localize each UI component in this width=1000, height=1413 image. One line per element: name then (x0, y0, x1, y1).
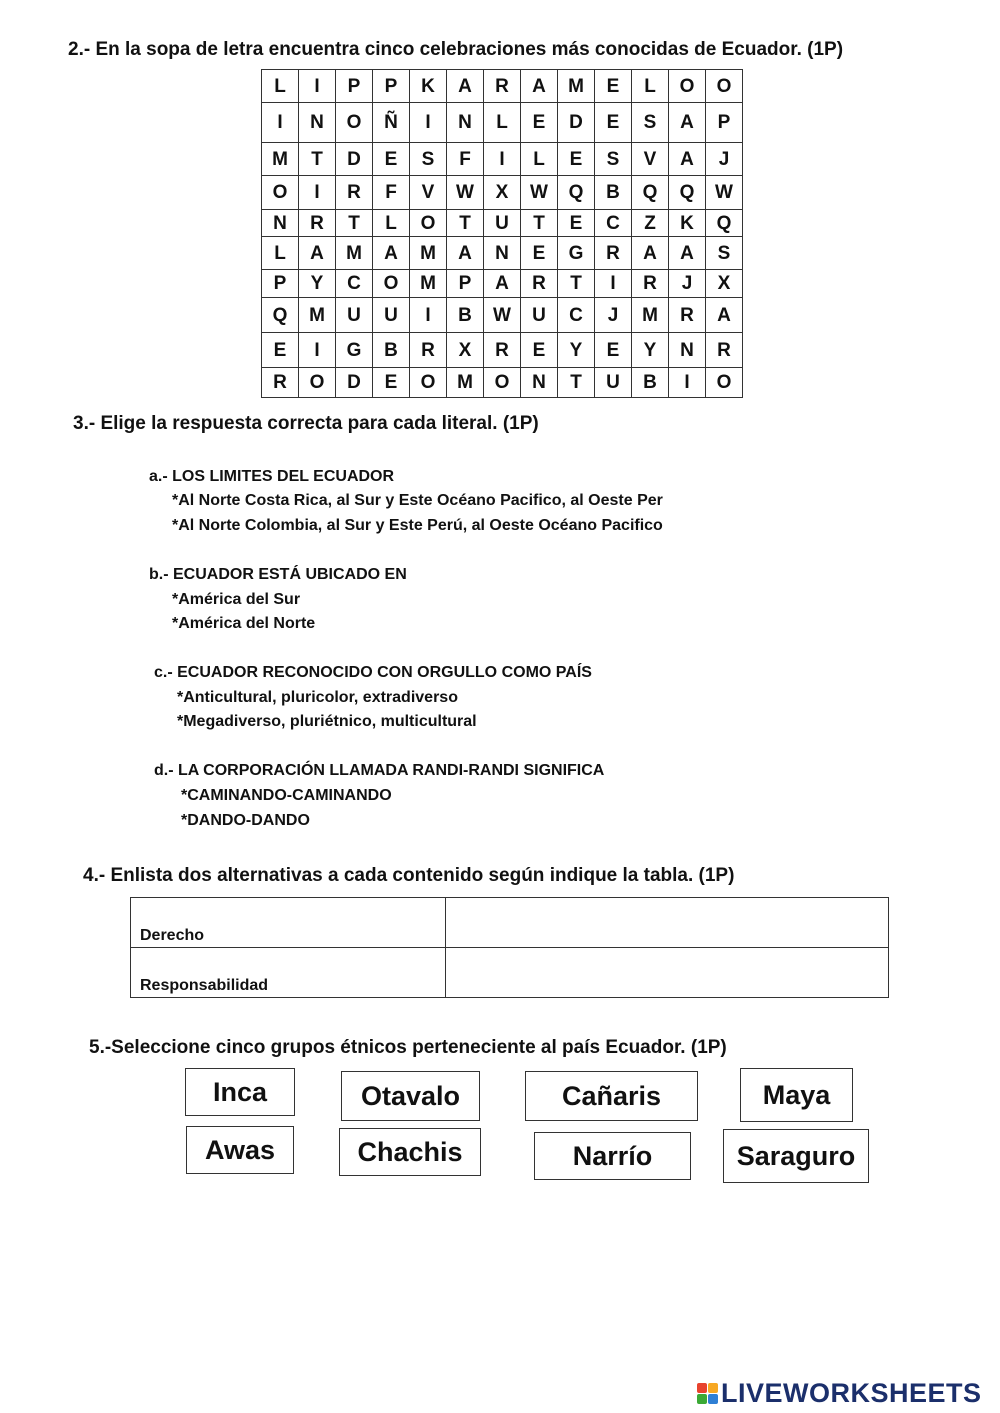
section-2-title: 2.- En la sopa de letra encuentra cinco celebraciones más conocidas de Ecuador. (1P) (68, 39, 844, 60)
word-search-cell[interactable]: P (336, 70, 373, 103)
word-search-row (262, 210, 743, 237)
word-search-cell[interactable]: S (595, 143, 632, 176)
word-search-cell[interactable]: J (595, 298, 632, 333)
word-search-cell[interactable]: Q (632, 176, 669, 210)
word-search-cell[interactable]: D (558, 103, 595, 143)
word-search-row (262, 298, 743, 333)
word-search-cell[interactable]: O (669, 70, 706, 103)
word-search-row (262, 103, 743, 143)
word-search-cell[interactable]: I (410, 103, 447, 143)
word-search-row (262, 176, 743, 210)
word-search-cell[interactable]: A (521, 70, 558, 103)
word-search-cell[interactable]: X (447, 333, 484, 368)
word-search-cell[interactable]: J (706, 143, 743, 176)
word-search-cell[interactable]: U (484, 210, 521, 237)
word-search-cell[interactable]: W (521, 176, 558, 210)
word-search-cell[interactable]: I (262, 103, 299, 143)
word-search-cell[interactable]: N (669, 333, 706, 368)
word-search-cell[interactable]: N (299, 103, 336, 143)
word-search-cell[interactable]: D (336, 143, 373, 176)
word-search-row (262, 237, 743, 270)
word-search-cell[interactable]: Y (558, 333, 595, 368)
word-search-cell[interactable]: P (262, 270, 299, 298)
question-a-text: a.- LOS LIMITES DEL ECUADOR (149, 468, 395, 485)
word-search-cell[interactable]: B (595, 176, 632, 210)
word-search-cell[interactable]: B (373, 333, 410, 368)
word-search-cell[interactable]: W (447, 176, 484, 210)
word-search-cell[interactable]: R (299, 210, 336, 237)
word-search-row (262, 70, 743, 103)
liveworksheets-logo-icon (697, 1383, 718, 1404)
word-search-cell[interactable]: E (262, 333, 299, 368)
question-c-text: c.- ECUADOR RECONOCIDO CON ORGULLO COMO PAÍS (154, 664, 592, 681)
word-search-row (262, 333, 743, 368)
word-search-cell[interactable]: S (632, 103, 669, 143)
word-search-row (262, 270, 743, 298)
word-search-cell[interactable]: E (558, 143, 595, 176)
question-b-option-1[interactable]: *América del Sur (172, 591, 301, 608)
word-search-cell[interactable]: S (410, 143, 447, 176)
word-search-cell[interactable]: G (336, 333, 373, 368)
question-a-option-2[interactable]: *Al Norte Colombia, al Sur y Este Perú, al Oeste Océano Pacifico (172, 517, 663, 534)
word-search-cell[interactable]: A (299, 237, 336, 270)
table-row (131, 898, 889, 948)
word-search-cell[interactable]: T (558, 270, 595, 298)
word-search-cell[interactable]: A (447, 237, 484, 270)
word-search-cell[interactable]: F (373, 176, 410, 210)
word-search-row (262, 143, 743, 176)
word-search-cell[interactable]: L (373, 210, 410, 237)
word-search-cell[interactable]: O (410, 368, 447, 398)
word-search-cell[interactable]: E (521, 103, 558, 143)
word-search-cell[interactable]: V (632, 143, 669, 176)
word-search-cell[interactable]: Q (262, 298, 299, 333)
word-search-cell[interactable]: E (373, 368, 410, 398)
word-search-cell[interactable]: T (521, 210, 558, 237)
word-search-cell[interactable]: L (484, 103, 521, 143)
word-search-cell[interactable]: A (484, 270, 521, 298)
word-search-cell[interactable]: R (336, 176, 373, 210)
word-search-cell[interactable]: M (299, 298, 336, 333)
word-search-cell[interactable]: I (484, 143, 521, 176)
answer-field-derecho[interactable] (446, 898, 889, 948)
word-search-cell[interactable]: N (484, 237, 521, 270)
ethnic-option-narrio[interactable]: Narrío (534, 1132, 691, 1180)
word-search-cell[interactable]: A (706, 298, 743, 333)
word-search-cell[interactable]: O (706, 70, 743, 103)
section-5-title: 5.-Seleccione cinco grupos étnicos perteneciente al país Ecuador. (1P) (89, 1037, 727, 1058)
ethnic-option-chachis[interactable]: Chachis (339, 1128, 481, 1176)
question-d-option-2[interactable]: *DANDO-DANDO (181, 812, 310, 829)
word-search-cell[interactable]: Y (632, 333, 669, 368)
word-search-cell[interactable]: O (373, 270, 410, 298)
word-search-cell[interactable]: E (595, 70, 632, 103)
word-search-grid[interactable] (261, 69, 743, 398)
word-search-cell[interactable]: L (521, 143, 558, 176)
word-search-cell[interactable]: R (669, 298, 706, 333)
liveworksheets-logo[interactable] (697, 1377, 982, 1409)
word-search-cell[interactable]: L (262, 70, 299, 103)
question-c-option-1[interactable]: *Anticultural, pluricolor, extradiverso (177, 689, 458, 706)
word-search-cell[interactable]: I (669, 368, 706, 398)
word-search-cell[interactable]: P (447, 270, 484, 298)
ethnic-option-otavalo[interactable]: Otavalo (341, 1071, 480, 1121)
word-search-cell[interactable]: X (484, 176, 521, 210)
word-search-cell[interactable]: E (521, 333, 558, 368)
word-search-cell[interactable]: T (336, 210, 373, 237)
word-search-cell[interactable]: M (410, 270, 447, 298)
word-search-cell[interactable]: R (410, 333, 447, 368)
word-search-cell[interactable]: T (558, 368, 595, 398)
word-search-cell[interactable]: C (595, 210, 632, 237)
ethnic-option-inca[interactable]: Inca (185, 1068, 295, 1116)
row-label-responsabilidad: Responsabilidad (131, 948, 446, 998)
word-search-cell[interactable]: G (558, 237, 595, 270)
rights-responsibilities-table (130, 897, 889, 998)
logo-text: LIVEWORKSHEETS (721, 1377, 982, 1408)
word-search-cell[interactable]: L (262, 237, 299, 270)
word-search-cell[interactable]: N (262, 210, 299, 237)
word-search-cell[interactable]: P (373, 70, 410, 103)
word-search-cell[interactable]: I (299, 176, 336, 210)
word-search-cell[interactable]: Q (558, 176, 595, 210)
word-search-cell[interactable]: Ñ (373, 103, 410, 143)
word-search-cell[interactable]: Z (632, 210, 669, 237)
word-search-cell[interactable]: U (595, 368, 632, 398)
question-d-option-1[interactable]: *CAMINANDO-CAMINANDO (181, 787, 392, 804)
word-search-cell[interactable]: E (558, 210, 595, 237)
word-search-cell[interactable]: R (632, 270, 669, 298)
row-label-derecho: Derecho (131, 898, 446, 948)
word-search-cell[interactable]: T (447, 210, 484, 237)
word-search-cell[interactable]: B (447, 298, 484, 333)
word-search-cell[interactable]: D (336, 368, 373, 398)
word-search-cell[interactable]: I (595, 270, 632, 298)
word-search-cell[interactable]: T (299, 143, 336, 176)
word-search-cell[interactable]: O (336, 103, 373, 143)
word-search-cell[interactable]: F (447, 143, 484, 176)
word-search-cell[interactable]: O (706, 368, 743, 398)
word-search-cell[interactable]: V (410, 176, 447, 210)
ethnic-option-saraguro[interactable]: Saraguro (723, 1129, 869, 1183)
question-b-option-2[interactable]: *América del Norte (172, 615, 316, 632)
word-search-cell[interactable]: R (262, 368, 299, 398)
word-search-cell[interactable]: A (373, 237, 410, 270)
word-search-cell[interactable]: A (669, 237, 706, 270)
word-search-cell[interactable]: U (373, 298, 410, 333)
word-search-cell[interactable]: E (521, 237, 558, 270)
word-search-cell[interactable]: S (706, 237, 743, 270)
section-4-title: 4.- Enlista dos alternativas a cada contenido según indique la tabla. (1P) (83, 865, 735, 886)
ethnic-option-awas[interactable]: Awas (186, 1126, 294, 1174)
word-search-cell[interactable]: Q (706, 210, 743, 237)
word-search-cell[interactable]: O (410, 210, 447, 237)
word-search-cell[interactable]: O (484, 368, 521, 398)
word-search-cell[interactable]: C (336, 270, 373, 298)
word-search-cell[interactable]: X (706, 270, 743, 298)
word-search-cell[interactable]: O (299, 368, 336, 398)
ethnic-option-canaris[interactable]: Cañaris (525, 1071, 698, 1121)
word-search-cell[interactable]: N (521, 368, 558, 398)
word-search-cell[interactable]: J (669, 270, 706, 298)
word-search-cell[interactable]: A (669, 103, 706, 143)
word-search-cell[interactable]: M (410, 237, 447, 270)
word-search-cell[interactable]: O (262, 176, 299, 210)
word-search-cell[interactable]: N (447, 103, 484, 143)
word-search-cell[interactable]: I (299, 70, 336, 103)
section-3-title: 3.- Elige la respuesta correcta para cada literal. (1P) (73, 413, 539, 434)
word-search-cell[interactable]: R (484, 333, 521, 368)
word-search-cell[interactable]: I (299, 333, 336, 368)
word-search-cell[interactable]: Q (669, 176, 706, 210)
question-c-option-2[interactable]: *Megadiverso, pluriétnico, multicultural (177, 713, 477, 730)
word-search-cell[interactable]: P (706, 103, 743, 143)
word-search-cell[interactable]: M (262, 143, 299, 176)
word-search-cell[interactable]: K (410, 70, 447, 103)
word-search-row (262, 368, 743, 398)
word-search-cell[interactable]: A (632, 237, 669, 270)
word-search-cell[interactable]: E (373, 143, 410, 176)
word-search-cell[interactable]: Y (299, 270, 336, 298)
table-row (131, 948, 889, 998)
word-search-cell[interactable]: W (706, 176, 743, 210)
word-search-cell[interactable]: K (669, 210, 706, 237)
word-search-cell[interactable]: C (558, 298, 595, 333)
question-b-text: b.- ECUADOR ESTÁ UBICADO EN (149, 566, 407, 583)
word-search-cell[interactable]: L (632, 70, 669, 103)
word-search-cell[interactable]: M (632, 298, 669, 333)
answer-field-responsabilidad[interactable] (446, 948, 889, 998)
question-a-option-1[interactable]: *Al Norte Costa Rica, al Sur y Este Océano Pacifico, al Oeste Per (172, 492, 663, 509)
word-search-cell[interactable]: I (410, 298, 447, 333)
word-search-cell[interactable]: U (521, 298, 558, 333)
word-search-cell[interactable]: M (447, 368, 484, 398)
word-search-cell[interactable]: E (595, 103, 632, 143)
word-search-cell[interactable]: E (595, 333, 632, 368)
word-search-cell[interactable]: M (336, 237, 373, 270)
word-search-cell[interactable]: W (484, 298, 521, 333)
word-search-cell[interactable]: B (632, 368, 669, 398)
word-search-cell[interactable]: A (669, 143, 706, 176)
word-search-cell[interactable]: R (484, 70, 521, 103)
word-search-cell[interactable]: M (558, 70, 595, 103)
word-search-cell[interactable]: R (706, 333, 743, 368)
word-search-cell[interactable]: R (595, 237, 632, 270)
ethnic-option-maya[interactable]: Maya (740, 1068, 853, 1122)
word-search-cell[interactable]: U (336, 298, 373, 333)
question-d-text: d.- LA CORPORACIÓN LLAMADA RANDI-RANDI SIGNIFICA (154, 762, 605, 779)
word-search-cell[interactable]: A (447, 70, 484, 103)
word-search-cell[interactable]: R (521, 270, 558, 298)
